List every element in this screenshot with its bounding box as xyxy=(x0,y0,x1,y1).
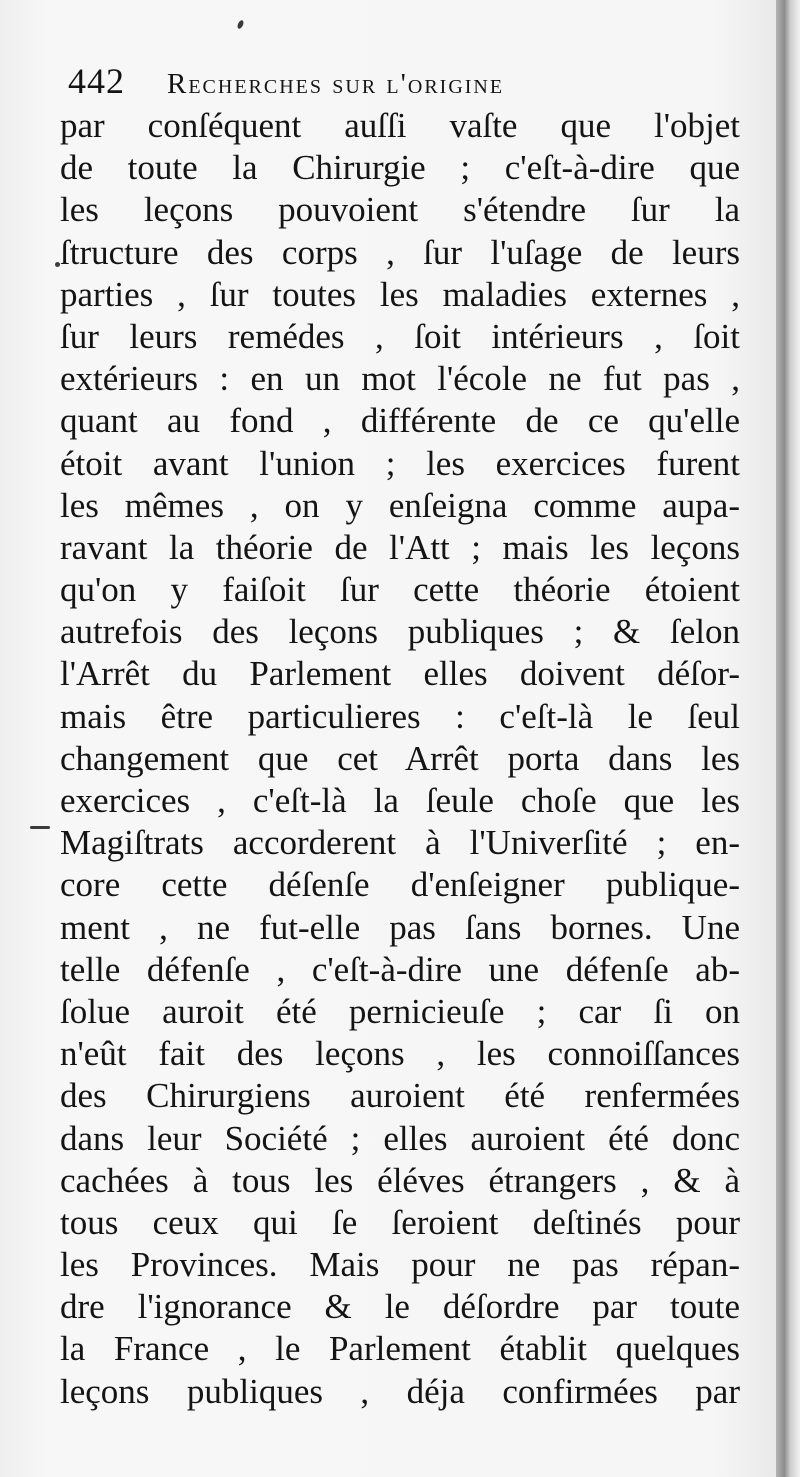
text-line: exercices , c'eſt-là la ſeule choſe que les xyxy=(60,781,740,820)
ink-speck xyxy=(30,826,50,829)
text-line: des Chirurgiens auroient été renfermées xyxy=(60,1076,740,1116)
text-line: mais être particulieres : c'eſt-là le ſeul xyxy=(60,696,740,736)
page-number: 442 xyxy=(68,61,125,101)
text-line: les leçons pouvoient s'étendre ſur la xyxy=(60,190,740,230)
text-line: quant au fond , différente de ce qu'elle xyxy=(60,401,740,441)
text-line: ſolue auroit été pernicieuſe ; car ſi on xyxy=(60,991,740,1031)
text-line: telle défenſe , c'eſt-à-dire une défenſe ab- xyxy=(60,949,740,989)
text-line: Magiſtrats accorderent à l'Univerſité ; en- xyxy=(60,823,740,863)
text-line: ſur leurs remédes , ſoit intérieurs , ſoit xyxy=(60,316,740,356)
text-line: par conſéquent auſſi vaſte que l'objet xyxy=(60,106,740,145)
text-line: parties , ſur toutes les maladies externes , xyxy=(60,274,740,314)
text-line: autrefois des leçons publiques ; & ſelon xyxy=(60,612,740,652)
text-line: ravant la théorie de l'Att ; mais les leçons xyxy=(60,527,740,567)
text-line: tous ceux qui ſe ſeroient deſtinés pour xyxy=(60,1202,740,1242)
text-line: dre l'ignorance & le déſordre par toute xyxy=(60,1287,740,1327)
ink-speck xyxy=(236,19,244,29)
text-line: extérieurs : en un mot l'école ne fut pas , xyxy=(60,359,740,399)
running-head: Recherches sur l'origine xyxy=(167,68,505,100)
book-binding-edge xyxy=(776,0,800,1477)
text-line: les Provinces. Mais pour ne pas répan- xyxy=(60,1245,740,1285)
text-line: core cette déſenſe d'enſeigner publique- xyxy=(60,865,740,905)
text-line: qu'on y faiſoit ſur cette théorie étoient xyxy=(60,570,740,610)
page-header xyxy=(68,60,748,106)
text-line: ment , ne fut-elle pas ſans bornes. Une xyxy=(60,907,740,947)
text-line: les mêmes , on y enſeigna comme aupa- xyxy=(60,485,740,525)
text-line: étoit avant l'union ; les exercices furent xyxy=(60,443,740,483)
text-line: n'eût fait des leçons , les connoiſſances xyxy=(60,1034,740,1074)
text-line: de toute la Chirurgie ; c'eſt-à-dire que xyxy=(60,148,740,188)
text-line: changement que cet Arrêt porta dans les xyxy=(60,738,740,778)
text-line: dans leur Société ; elles auroient été donc xyxy=(60,1118,740,1158)
body-text xyxy=(60,105,740,1413)
text-line: cachées à tous les éléves étrangers , & à xyxy=(60,1160,740,1200)
text-line: leçons publiques , déja confirmées par xyxy=(60,1371,740,1411)
text-line: l'Arrêt du Parlement elles doivent déſor- xyxy=(60,654,740,694)
text-line: la France , le Parlement établit quelques xyxy=(60,1329,740,1369)
text-line: ſtructure des corps , ſur l'uſage de leurs xyxy=(60,232,740,272)
